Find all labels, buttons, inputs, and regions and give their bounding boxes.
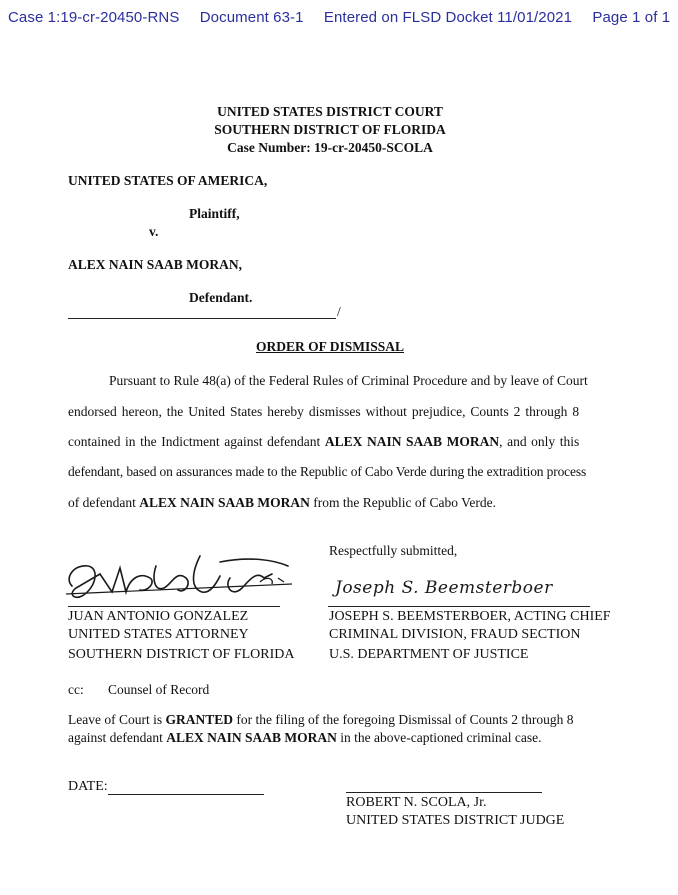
document-number-stamp: Document 63-1 [199, 9, 304, 26]
right-signer-office: U.S. DEPARTMENT OF JUSTICE [329, 647, 529, 662]
caption-slash: / [337, 304, 341, 319]
left-signature-rule [68, 606, 280, 607]
right-signer-title: CRIMINAL DIVISION, FRAUD SECTION [329, 627, 581, 642]
versus-label: v. [149, 224, 159, 239]
court-name: UNITED STATES DISTRICT COURT [217, 104, 443, 119]
defendant-name: ALEX NAIN SAAB MORAN, [68, 257, 243, 272]
body-line-4: defendant, based on assurances made to the Republic of Cabo Verde during the extradition process [68, 464, 587, 479]
gonzalez-signature [60, 548, 300, 614]
right-signature-rule [328, 606, 590, 607]
left-signer-title: UNITED STATES ATTORNEY [68, 627, 249, 642]
body-line-3 [68, 434, 579, 450]
caption-rule [68, 318, 336, 319]
right-signer-name: JOSEPH S. BEEMSTERBOER, ACTING CHIEF [329, 609, 611, 624]
left-signer-name: JUAN ANTONIO GONZALEZ [68, 609, 249, 624]
body-line-5-text-c: from the Republic of Cabo Verde. [309, 495, 496, 510]
judge-signature-rule [346, 792, 542, 793]
plaintiff-label: Plaintiff, [189, 206, 240, 221]
defendant-label: Defendant. [189, 290, 253, 305]
cc-label: cc: [68, 682, 84, 697]
respectfully-submitted: Respectfully submitted, [329, 543, 458, 558]
body-line-3-text-c: , and only this [499, 434, 580, 449]
plaintiff-name: UNITED STATES OF AMERICA, [68, 173, 268, 188]
defendant-name-bold: ALEX NAIN SAAB MORAN [139, 495, 310, 510]
date-rule [108, 794, 264, 795]
case-number-stamp: Case 1:19-cr-20450-RNS [8, 9, 180, 26]
granted-bold: GRANTED [165, 712, 233, 727]
body-line-5-text-a: of defendant [68, 495, 140, 510]
page-number-stamp: Page 1 of 1 [592, 9, 671, 26]
leave-line-2-text-a: against defendant [68, 730, 167, 745]
beemsterboer-signature: Joseph S. Beemsterboer [335, 578, 553, 598]
body-line-1: Pursuant to Rule 48(a) of the Federal Rules of Criminal Procedure and by leave of Court [109, 373, 588, 388]
left-signer-office: SOUTHERN DISTRICT OF FLORIDA [68, 647, 295, 662]
body-line-5 [68, 495, 496, 511]
date-label: DATE: [68, 779, 108, 794]
body-line-3-text-a: contained in the Indictment against defendant [68, 434, 325, 449]
docket-entry-stamp: Entered on FLSD Docket 11/01/2021 [323, 9, 573, 26]
defendant-name-bold: ALEX NAIN SAAB MORAN [166, 730, 337, 745]
filing-header [0, 9, 671, 26]
order-title: ORDER OF DISMISSAL [255, 339, 405, 354]
leave-line-2 [68, 730, 542, 746]
leave-line-1-text-c: for the filing of the foregoing Dismissal of Counts 2 through 8 [233, 712, 574, 727]
judge-name: ROBERT N. SCOLA, Jr. [346, 795, 487, 810]
judge-title: UNITED STATES DISTRICT JUDGE [346, 813, 565, 828]
body-line-2: endorsed hereon, the United States hereby dismisses without prejudice, Counts 2 through 8 [68, 404, 580, 419]
case-number: Case Number: 19-cr-20450-SCOLA [227, 140, 433, 155]
court-district: SOUTHERN DISTRICT OF FLORIDA [214, 122, 446, 137]
leave-line-2-text-c: in the above-captioned criminal case. [336, 730, 542, 745]
leave-line-1-text-a: Leave of Court is [68, 712, 166, 727]
defendant-name-bold: ALEX NAIN SAAB MORAN [324, 434, 500, 449]
leave-line-1 [68, 712, 573, 728]
cc-value: Counsel of Record [108, 682, 210, 697]
